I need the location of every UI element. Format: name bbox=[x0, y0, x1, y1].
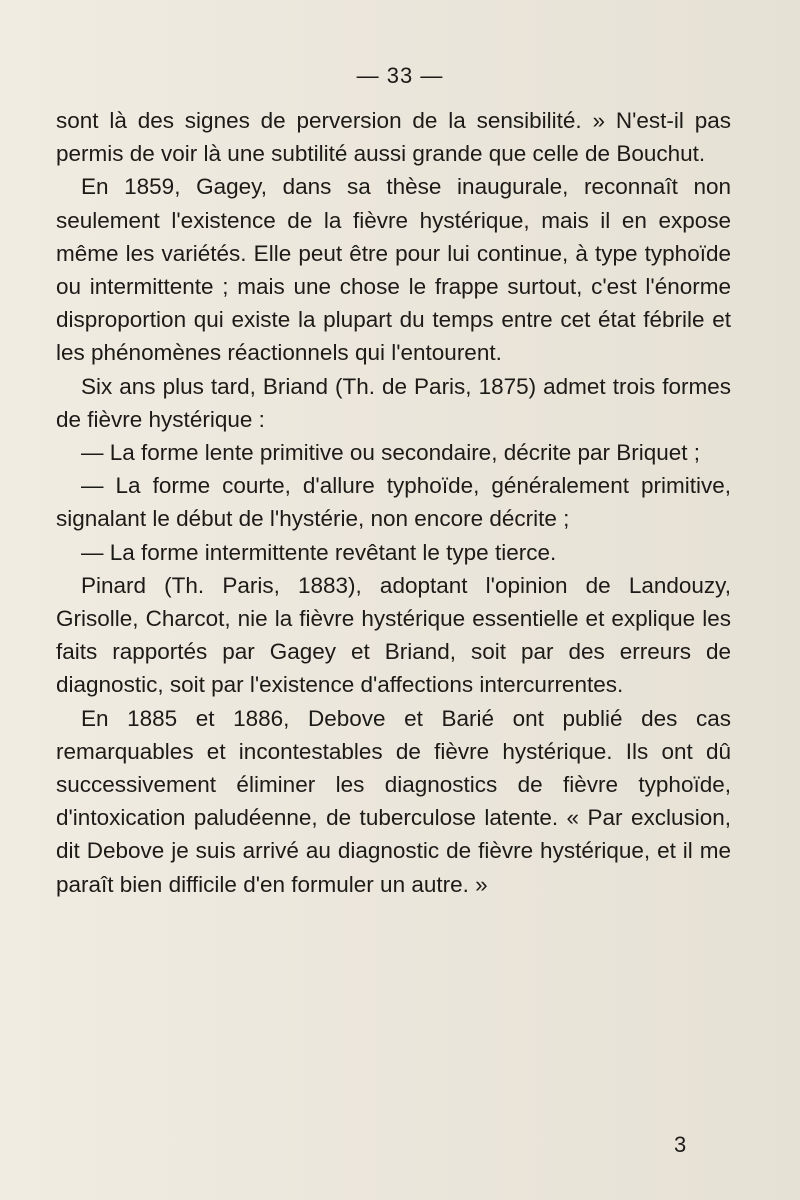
paragraph-3: Six ans plus tard, Briand (Th. de Paris, 1875) admet trois formes de fièvre hystérique : bbox=[56, 373, 731, 432]
paragraph-4: Pinard (Th. Paris, 1883), adoptant l'opinion de Landouzy, Grisolle, Charcot, nie la fièvre hystérique essentielle et explique les faits rapportés par Gagey et Briand, soit par des erreurs de diagnostic, soit par l'existence d'affections intercurrentes. bbox=[56, 572, 731, 698]
body-text bbox=[56, 104, 731, 901]
paragraph-2: En 1859, Gagey, dans sa thèse inaugurale, reconnaît non seulement l'existence de la fièvre hystérique, mais il en expose même les variétés. Elle peut être pour lui continue, à type typhoïde ou intermittente ; mais une chose le frappe surtout, c'est l'énorme disproportion qui existe la plupart du temps entre cet état fébrile et les phénomènes réactionnels qui l'entourent. bbox=[56, 174, 731, 366]
paragraph-1: sont là des signes de perversion de la sensibilité. » N'est-il pas permis de voir là une subtilité aussi grande que celle de Bouchut. bbox=[56, 108, 731, 167]
paragraph-form-3: — La forme intermittente revêtant le type tierce. bbox=[81, 539, 557, 565]
signature-mark: 3 bbox=[674, 1132, 687, 1157]
paragraph-form-1: — La forme lente primitive ou secondaire, décrite par Briquet ; bbox=[81, 440, 701, 466]
paragraph-5: En 1885 et 1886, Debove et Barié ont publié des cas remarquables et incontestables de fièvre hystérique. Ils ont dû successivement éliminer les diagnostics de fièvre typhoïde, d'intoxication paludéenne, de tuberculose latente. « Par exclusion, dit Debove je suis arrivé au diagnostic de fièvre hystérique, et il me paraît bien difficile d'en formuler un autre. » bbox=[56, 705, 731, 897]
paragraph-form-2: — La forme courte, d'allure typhoïde, généralement primitive, signalant le début de l'hystérie, non encore décrite ; bbox=[56, 473, 731, 532]
page-number: — 33 — bbox=[356, 63, 444, 88]
